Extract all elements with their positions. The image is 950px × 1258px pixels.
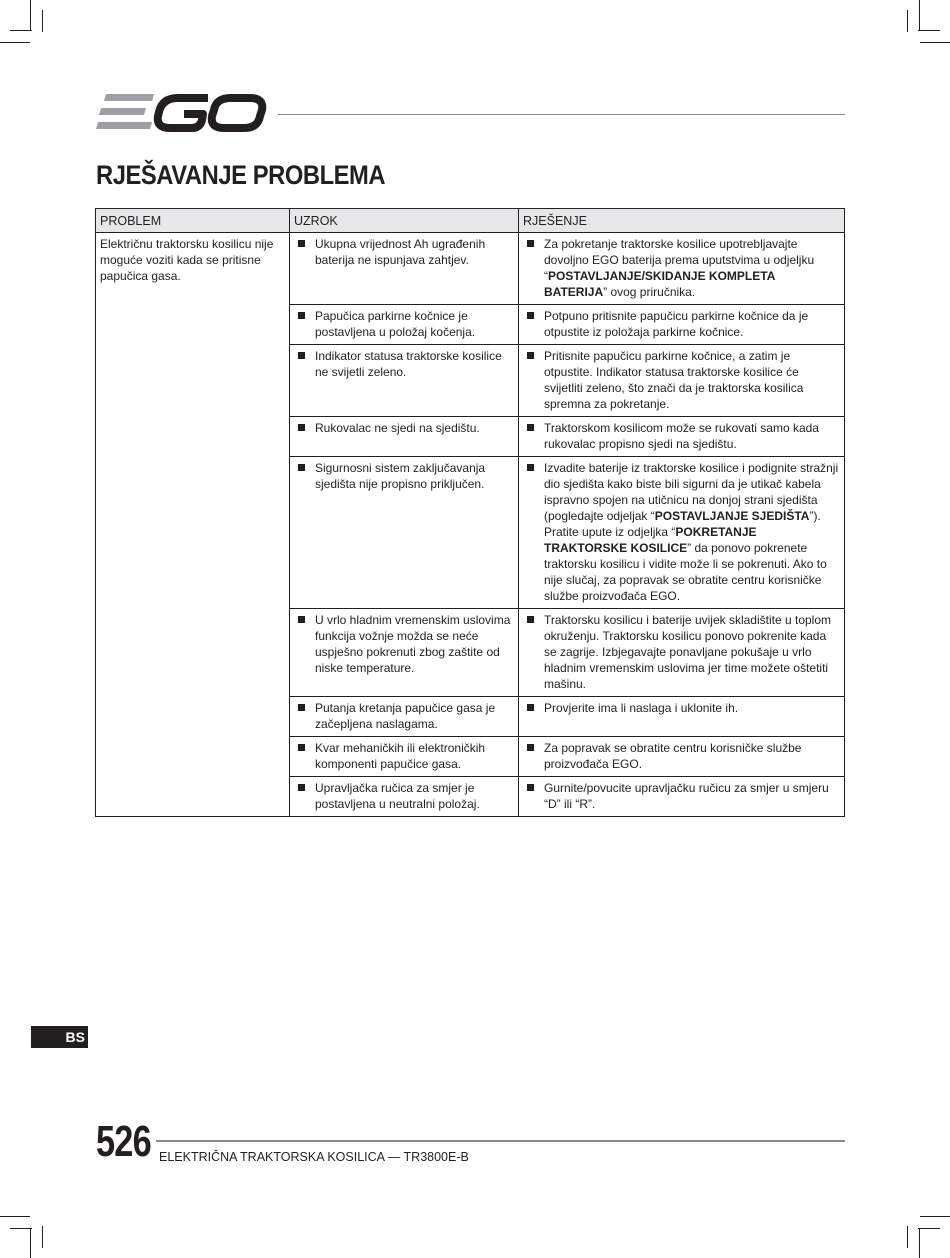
cause-cell [290,305,519,345]
solution-text: Traktorskom kosilicom može se rukovati samo kada rukovalac propisno sjedi na sjedištu. [523,420,840,452]
solution-cell [519,345,845,417]
solution-text-part: Izvadite baterije iz traktorske kosilice i podignite stražnji dio sjedišta kako biste bili sigurni da je utikač kabela ispravno spojen na utičnicu na donjoj strani sjedišta (pogledajte odjeljak “ [544,461,839,523]
cause-cell [290,233,519,305]
cause-cell [290,777,519,817]
crop-mark [919,0,920,30]
solution-text: Gurnite/povucite upravljačku ručicu za smjer u smjeru “D” ili “R”. [523,780,840,812]
cause-text: Rukovalac ne sjedi na sjedištu. [294,420,514,436]
crop-mark [30,0,31,30]
cause-text: Kvar mehaničkih ili elektroničkih komponenti papučice gasa. [294,740,514,772]
solution-text: Za popravak se obratite centru korisničke službe proizvođača EGO. [523,740,840,772]
solution-cell [519,609,845,697]
column-header-problem: PROBLEM [96,209,290,233]
footer-rule [156,1140,845,1142]
solution-cell [519,417,845,457]
solution-text: Pritisnite papučicu parkirne kočnice, a zatim je otpustite. Indikator statusa traktorske kosilice će svijetliti zeleno, što znači da je traktorska kosilica spremna za pokretanje. [523,348,840,412]
page-title: RJEŠAVANJE PROBLEMA [96,160,386,190]
crop-mark [918,30,940,31]
cause-text: Papučica parkirne kočnice je postavljena u položaj kočenja. [294,308,514,340]
solution-text-part: ”). Pratite upute iz odjeljka “ [544,509,821,539]
cause-cell [290,609,519,697]
crop-mark [0,1216,30,1217]
cause-cell [290,457,519,609]
section-reference: POSTAVLJANJE/SKIDANJE KOMPLETA BATERIJA [544,269,775,299]
column-header-solution: RJEŠENJE [519,209,845,233]
crop-mark [907,1226,908,1248]
cause-text: Putanja kretanja papučice gasa je začepljena naslagama. [294,700,514,732]
cause-text: Sigurnosni sistem zaključavanja sjedišta nije propisno priključen. [294,460,514,492]
solution-text-part: Za pokretanje traktorske kosilice upotrebljavajte dovoljno EGO baterija prema uputstvima u odjeljku “ [544,237,815,283]
cause-text: Upravljačka ručica za smjer je postavljena u neutralni položaj. [294,780,514,812]
solution-text: Provjerite ima li naslaga i uklonite ih. [523,700,840,716]
ego-logo [96,92,268,136]
solution-text: Potpuno pritisnite papučicu parkirne kočnice da je otpustite iz položaja parkirne kočnice. [523,308,840,340]
crop-mark [10,1228,32,1229]
troubleshooting-table [95,208,845,817]
solution-text-part: ” da ponovo pokrenete traktorsku kosilicu i vidite može li se pokrenuti. Ako to nije slučaj, za popravak se obratite centru korisničke službe proizvođača EGO. [544,541,827,603]
solution-cell [519,697,845,737]
cause-text: Indikator statusa traktorske kosilice ne svijetli zeleno. [294,348,514,380]
cause-cell [290,697,519,737]
crop-mark [919,1228,920,1258]
table-row [96,233,845,305]
problem-cell: Električnu traktorsku kosilicu nije moguće voziti kada se pritisne papučica gasa. [96,233,290,817]
crop-mark [918,1228,940,1229]
cause-cell [290,345,519,417]
solution-cell [519,457,845,609]
section-reference: POSTAVLJANJE SJEDIŠTA [654,509,810,523]
crop-mark [42,1226,43,1248]
language-tab: BS [31,1026,88,1048]
crop-mark [30,1228,31,1258]
cause-text: Ukupna vrijednost Ah ugrađenih baterija ne ispunjava zahtjev. [294,236,514,268]
footer-product-line: ELEKTRIČNA TRAKTORSKA KOSILICA — TR3800E-B [159,1150,469,1164]
header-rule [278,114,845,115]
cause-cell [290,417,519,457]
solution-cell [519,233,845,305]
solution-cell [519,777,845,817]
crop-mark [42,10,43,32]
solution-text-part: ” ovog priručnika. [603,285,696,299]
solution-cell [519,305,845,345]
crop-mark [907,10,908,32]
page-number: 526 [96,1117,151,1166]
cause-cell [290,737,519,777]
solution-cell [519,737,845,777]
column-header-cause: UZROK [290,209,519,233]
table-header-row [96,209,845,233]
crop-mark [0,42,30,43]
solution-text [523,460,840,604]
crop-mark [920,42,950,43]
crop-mark [920,1216,950,1217]
crop-mark [10,30,32,31]
cause-text: U vrlo hladnim vremenskim uslovima funkcija vožnje možda se neće uspješno pokrenuti zbog zaštite od niske temperature. [294,612,514,676]
solution-text [523,236,840,300]
section-reference: POKRETANJE TRAKTORSKE KOSILICE [544,525,757,555]
solution-text: Traktorsku kosilicu i baterije uvijek skladištite u toplom okruženju. Traktorsku kosilicu ponovo pokrenite kada se zagrije. Izbjegavajte ponavljane pokušaje u vrlo hladnim vremenskim uslovima jer time možete oštetiti mašinu. [523,612,840,692]
